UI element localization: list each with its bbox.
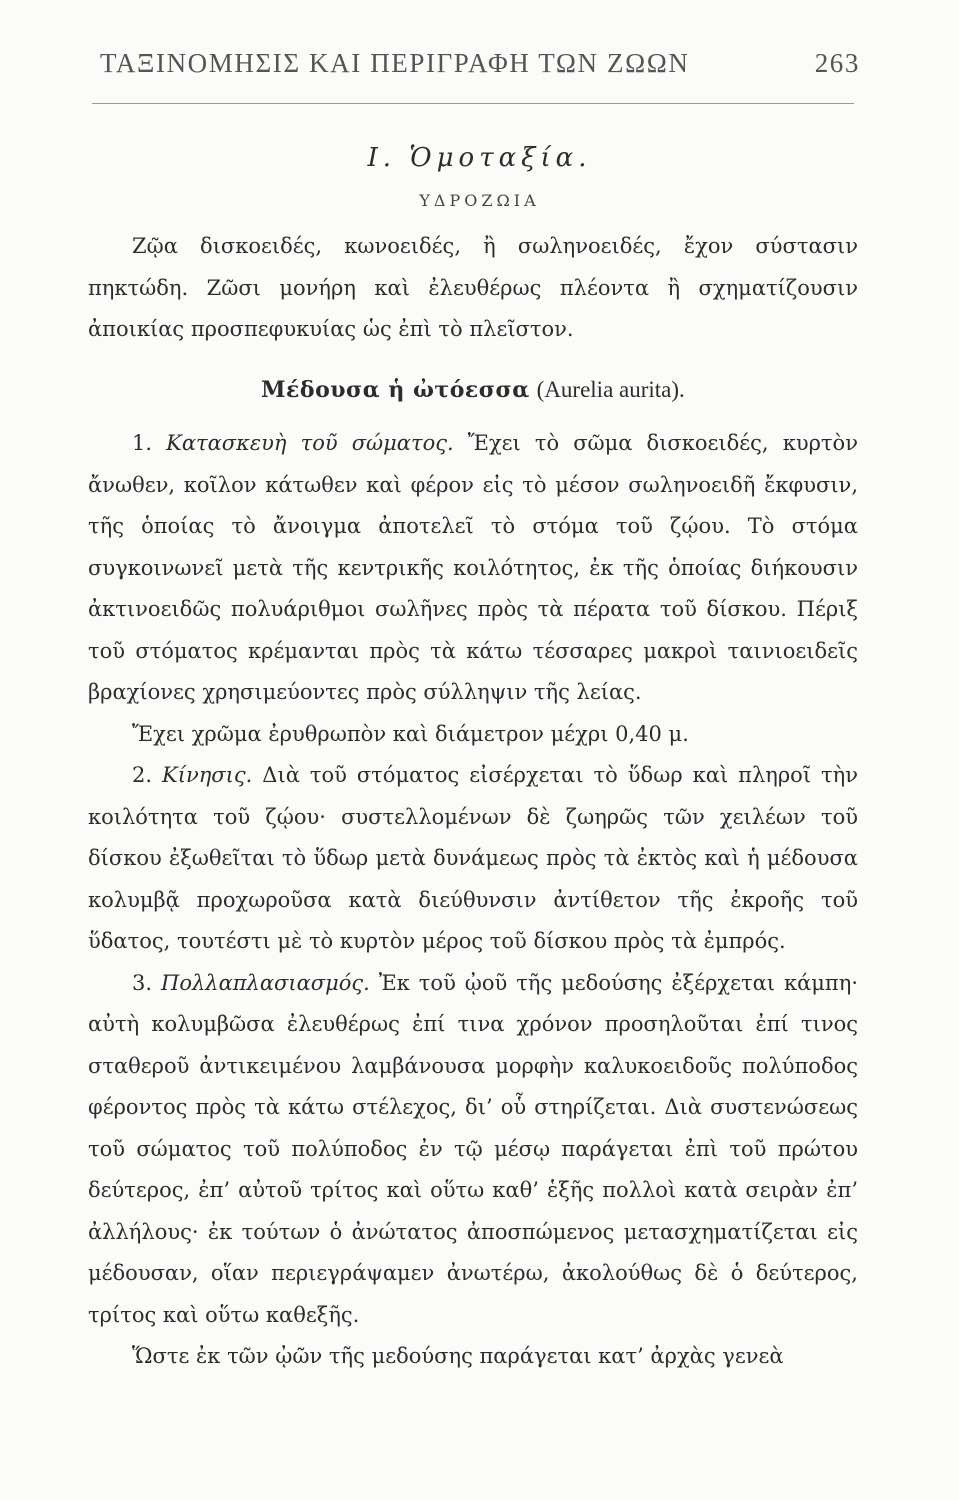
section-title: Πολλαπλασιασμός. — [161, 970, 370, 995]
running-head — [100, 48, 860, 79]
species-name: Μέδουσα ἡ ὠτόεσσα — [261, 376, 530, 403]
final-paragraph: Ὥστε ἐκ τῶν ᾠῶν τῆς μεδούσης παράγεται κατ’ ἀρχὰς γενεὰ — [132, 1344, 784, 1368]
chapter-heading: I. Ὁμοταξία. — [367, 143, 592, 173]
section-text: Διὰ τοῦ στόματος εἰσέρχεται τὸ ὕδωρ καὶ πληροῖ τὴν κοιλότητα τοῦ ζῴου· συστελλομένων δὲ ζωηρῶς τῶν χειλέων τοῦ δίσκου ἐξωθεῖται τὸ ὕδωρ μετὰ δυνάμεως πρὸς τὰ ἐκτὸς καὶ ἡ μέδουσα κολυμβᾷ προχωροῦσα κατὰ διεύθυνσιν ἀντίθετον τῆς ἐκροῆς τοῦ ὕδατος, τουτέστι μὲ τὸ κυρτὸν μέρος τοῦ δίσκου πρὸς τὰ ἐμπρός. — [88, 763, 858, 953]
class-name: ΥΔΡΟΖΩΙΑ — [419, 191, 540, 210]
section-color-size: Ἔχει χρῶμα ἐρυθρωπὸν καὶ διάμετρον μέχρι 0,40 μ. — [132, 721, 689, 746]
section-number: 3. — [132, 970, 153, 995]
header-rule — [92, 103, 854, 104]
running-title: ΤΑΞΙΝΟΜΗΣΙΣ ΚΑΙ ΠΕΡΙΓΡΑΦΗ ΤΩΝ ΖΩΩΝ — [100, 48, 690, 78]
section-construction — [88, 423, 858, 714]
body-text — [88, 226, 858, 1378]
species-heading — [88, 369, 858, 412]
class-description: Ζῷα δισκοειδές, κωνοειδές, ἢ σωληνοειδές, ἔχον σύστασιν πηκτώδη. Ζῶσι μονήρη καὶ ἐλευθέρως πλέοντα ἢ σχηματίζουσιν ἀποικίας προσπεφυκυίας ὡς ἐπὶ τὸ πλεῖστον. — [88, 234, 858, 341]
section-movement — [88, 755, 858, 963]
section-text: Ἔχει τὸ σῶμα δισκοειδές, κυρτὸν ἄνωθεν, κοῖλον κάτωθεν καὶ φέρον εἰς τὸ μέσον σωληνοειδῆ ἔκφυσιν, τῆς ὁποίας τὸ ἄνοιγμα ἀποτελεῖ τὸ στόμα τοῦ ζῴου. Τὸ στόμα συγκοινωνεῖ μετὰ τῆς κεντρικῆς κοιλότητος, ἐκ τῆς ὁποίας διήκουσιν ἀκτινοειδῶς πολυάριθμοι σωλῆνες πρὸς τὰ πέρατα τοῦ δίσκου. Πέριξ τοῦ στόματος κρέμανται πρὸς τὰ κάτω τέσσαρες μακροὶ ταινιοειδεῖς βραχίονες χρησιμεύοντες πρὸς σύλληψιν τῆς λείας. — [88, 431, 858, 704]
section-number: 1. — [132, 431, 153, 455]
section-text: Ἐκ τοῦ ᾠοῦ τῆς μεδούσης ἐξέρχεται κάμπη· αὐτὴ κολυμβῶσα ἐλευθέρως ἐπί τινα χρόνον προσηλοῦται ἐπί τινος σταθεροῦ ἀντικειμένου λαμβάνουσα μορφὴν καλυκοειδοῦς πολύποδος φέροντος πρὸς τὰ κάτω στέλεχος, δι’ οὗ στηρίζεται. Διὰ συστενώσεως τοῦ σώματος τοῦ πολύποδος ἐν τῷ μέσῳ παράγεται ἐπὶ τοῦ πρώτου δεύτερος, ἐπ’ αὐτοῦ τρίτος καὶ οὕτω καθ’ ἑξῆς πολλοὶ κατὰ σειρὰν ἐπ’ ἀλλήλους· ἐκ τούτων ὁ ἀνώτατος ἀποσπώμενος μετασχηματίζεται εἰς μέδουσαν, οἵαν περιεγράψαμεν ἀνωτέρω, ἀκολούθως δὲ ὁ δεύτερος, τρίτος καὶ οὕτω καθεξῆς. — [88, 970, 858, 1327]
section-number: 2. — [132, 763, 153, 787]
section-title: Κατασκευὴ τοῦ σώματος. — [166, 431, 454, 455]
species-latin-name: (Aurelia aurita). — [536, 376, 685, 402]
section-title: Κίνησις. — [162, 763, 253, 787]
section-reproduction — [88, 963, 858, 1337]
page-number: 263 — [814, 48, 860, 78]
